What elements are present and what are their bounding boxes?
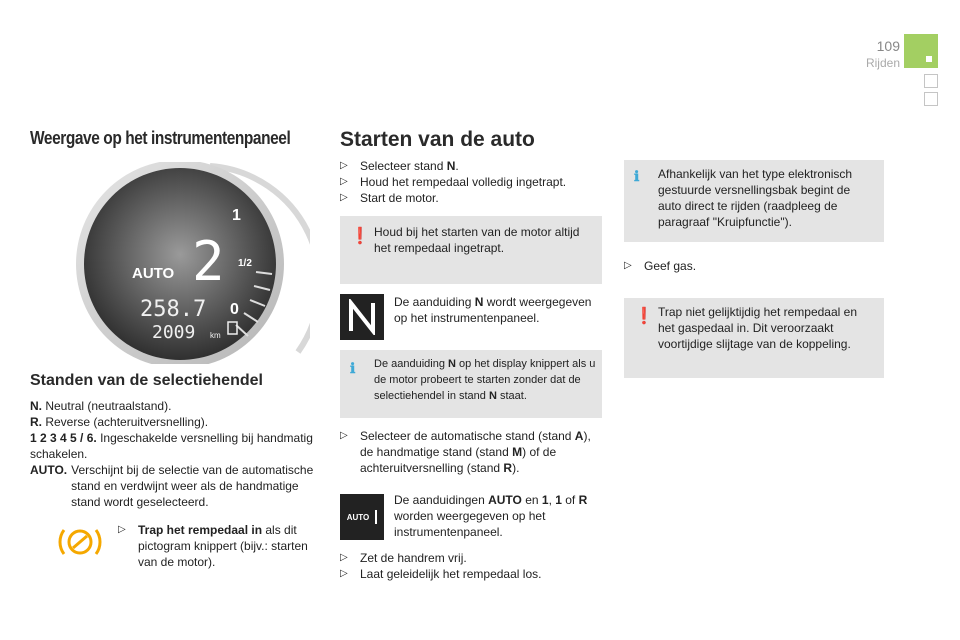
definition-key: 1 2 3 4 5 / 6. (30, 431, 97, 445)
arrow-right-icon: ▷ (340, 430, 348, 441)
arrow-right-icon: ▷ (624, 260, 632, 271)
step-text: Zet de handrem vrij. (360, 551, 467, 565)
text-part: De aanduiding (374, 358, 449, 370)
text-bold: M (512, 445, 523, 459)
text-bold: N (448, 358, 456, 370)
text-part: De aanduidingen (394, 493, 489, 507)
definition-key: AUTO. (30, 463, 68, 477)
cluster-trip: 2009 (152, 322, 196, 343)
arrow-right-icon: ▷ (340, 192, 348, 203)
text-bold: A (574, 429, 584, 443)
step-item (340, 174, 610, 190)
info-box-creep (624, 160, 884, 242)
text-bold: 1 (555, 493, 562, 507)
definition-text: Reverse (achteruitversnelling). (45, 415, 209, 429)
n-display-thumbnail (340, 294, 384, 340)
definition-text: Verschijnt bij de selectie van de automatische stand en verdwijnt weer als de handmatige stand wordt geselecteerd. (71, 463, 314, 509)
auto-label: AUTO (346, 512, 370, 522)
arrow-right-icon: ▷ (340, 552, 348, 563)
text-part: , (548, 493, 556, 507)
definition-key: R. (30, 415, 42, 429)
text-part: Selecteer de automatische stand (stand (360, 429, 575, 443)
chapter-tab-empty (924, 74, 938, 88)
step-text: Start de motor. (360, 191, 439, 205)
section-title: Weergave op het instrumentenpaneel (30, 128, 291, 148)
text-part: ) of de achteruitversnelling (stand (360, 445, 557, 475)
text-part: ). (512, 461, 520, 475)
info-icon: ℹ (634, 168, 640, 184)
section-title-start: Starten van de auto (340, 128, 535, 151)
cluster-odometer: 258.7 (140, 297, 207, 322)
definition-item (30, 414, 320, 430)
step-item (340, 158, 610, 174)
cluster-gear-mode: AUTO (132, 265, 175, 282)
text-bold: R (503, 461, 513, 475)
definition-text: Ingeschakelde versnelling bij handmatig schakelen. (30, 431, 313, 461)
warning-box-pedals (624, 298, 884, 378)
cluster-mark-half: 1/2 (238, 258, 252, 269)
definition-text: Neutral (neutraalstand). (45, 399, 172, 413)
subsection-title: Standen van de selectiehendel (30, 372, 263, 389)
n-display-icon (347, 299, 377, 335)
text-part: worden weergegeven op het instrumentenpaneel. (394, 509, 546, 539)
final-steps (340, 550, 602, 582)
n-display-text (394, 294, 604, 326)
arrow-right-icon: ▷ (118, 524, 126, 535)
definition-item (30, 398, 320, 414)
text-part: of (561, 493, 579, 507)
definition-key: N. (30, 399, 42, 413)
brake-instruction-bold: Trap het rempedaal in (138, 523, 263, 537)
step-bold: N (446, 159, 456, 173)
info-text (374, 356, 596, 404)
text-bold: 1 (541, 493, 549, 507)
tab-marker (926, 56, 932, 62)
text-bold: AUTO (488, 493, 522, 507)
step-item (340, 566, 602, 582)
step-text: Laat geleidelijk het rempedaal los. (360, 567, 542, 581)
info-icon: ℹ (350, 360, 356, 376)
cluster-mark-empty: 0 (230, 301, 239, 318)
step-text: Houd het rempedaal volledig ingetrapt. (360, 175, 567, 189)
cluster-unit: km (210, 331, 221, 340)
warning-box (340, 216, 602, 284)
step-item (624, 258, 884, 274)
arrow-right-icon: ▷ (340, 568, 348, 579)
definition-item (30, 462, 320, 510)
brake-instruction-text: als dit pictogram knippert (bijv.: starten van de motor). (138, 523, 308, 569)
step-item (340, 550, 602, 566)
brake-instruction (118, 522, 318, 570)
info-box (340, 350, 602, 418)
text-part: op het display knippert als u de motor probeert te starten zonder dat de selectiehendel in stand (374, 358, 596, 402)
warning-icon: ❗ (350, 228, 370, 245)
auto-display-thumbnail (340, 494, 384, 540)
text-bold: R (578, 493, 588, 507)
chapter-tab-empty (924, 92, 938, 106)
brake-pedal-icon (58, 522, 102, 562)
warning-icon: ❗ (634, 308, 654, 325)
step-text: Geef gas. (644, 259, 697, 273)
text-bold: N (488, 390, 497, 402)
definition-item (30, 430, 320, 462)
step-item (340, 190, 610, 206)
text-bold: N (474, 295, 484, 309)
text-part: wordt weergegeven op het instrumentenpaneel. (394, 295, 592, 325)
cluster-mark-full: 1 (232, 207, 241, 224)
text-part: staat. (496, 390, 527, 402)
auto-display-text (394, 492, 604, 540)
text-part: en (521, 493, 542, 507)
text-part: De aanduiding (394, 295, 475, 309)
gear-one-mark (375, 510, 377, 524)
step-text-end: . (455, 159, 459, 173)
instrument-cluster-image (60, 162, 310, 364)
step-text (360, 428, 602, 476)
step-item (340, 428, 602, 476)
info-text: Afhankelijk van het type elektronisch gestuurde versnellingsbak begint de auto direct te rijden (raadpleeg de paragraaf "Kruipfunctie"). (658, 167, 853, 229)
arrow-right-icon: ▷ (340, 176, 348, 187)
warning-text: Houd bij het starten van de motor altijd het rempedaal ingetrapt. (374, 225, 580, 255)
step-text: Selecteer stand (360, 159, 447, 173)
chapter-tab (904, 34, 938, 68)
section-label: Rijden (865, 56, 900, 70)
text-part: ), de handmatige stand (stand (360, 429, 591, 459)
arrow-right-icon: ▷ (340, 160, 348, 171)
start-steps (340, 158, 610, 206)
warning-text: Trap niet gelijktijdig het rempedaal en het gaspedaal in. Dit veroorzaakt voortijdige slijtage van de koppeling. (658, 305, 858, 351)
gear-definitions (30, 398, 320, 510)
page-number: 109 (876, 38, 900, 54)
cluster-gear: 2 (192, 230, 225, 293)
